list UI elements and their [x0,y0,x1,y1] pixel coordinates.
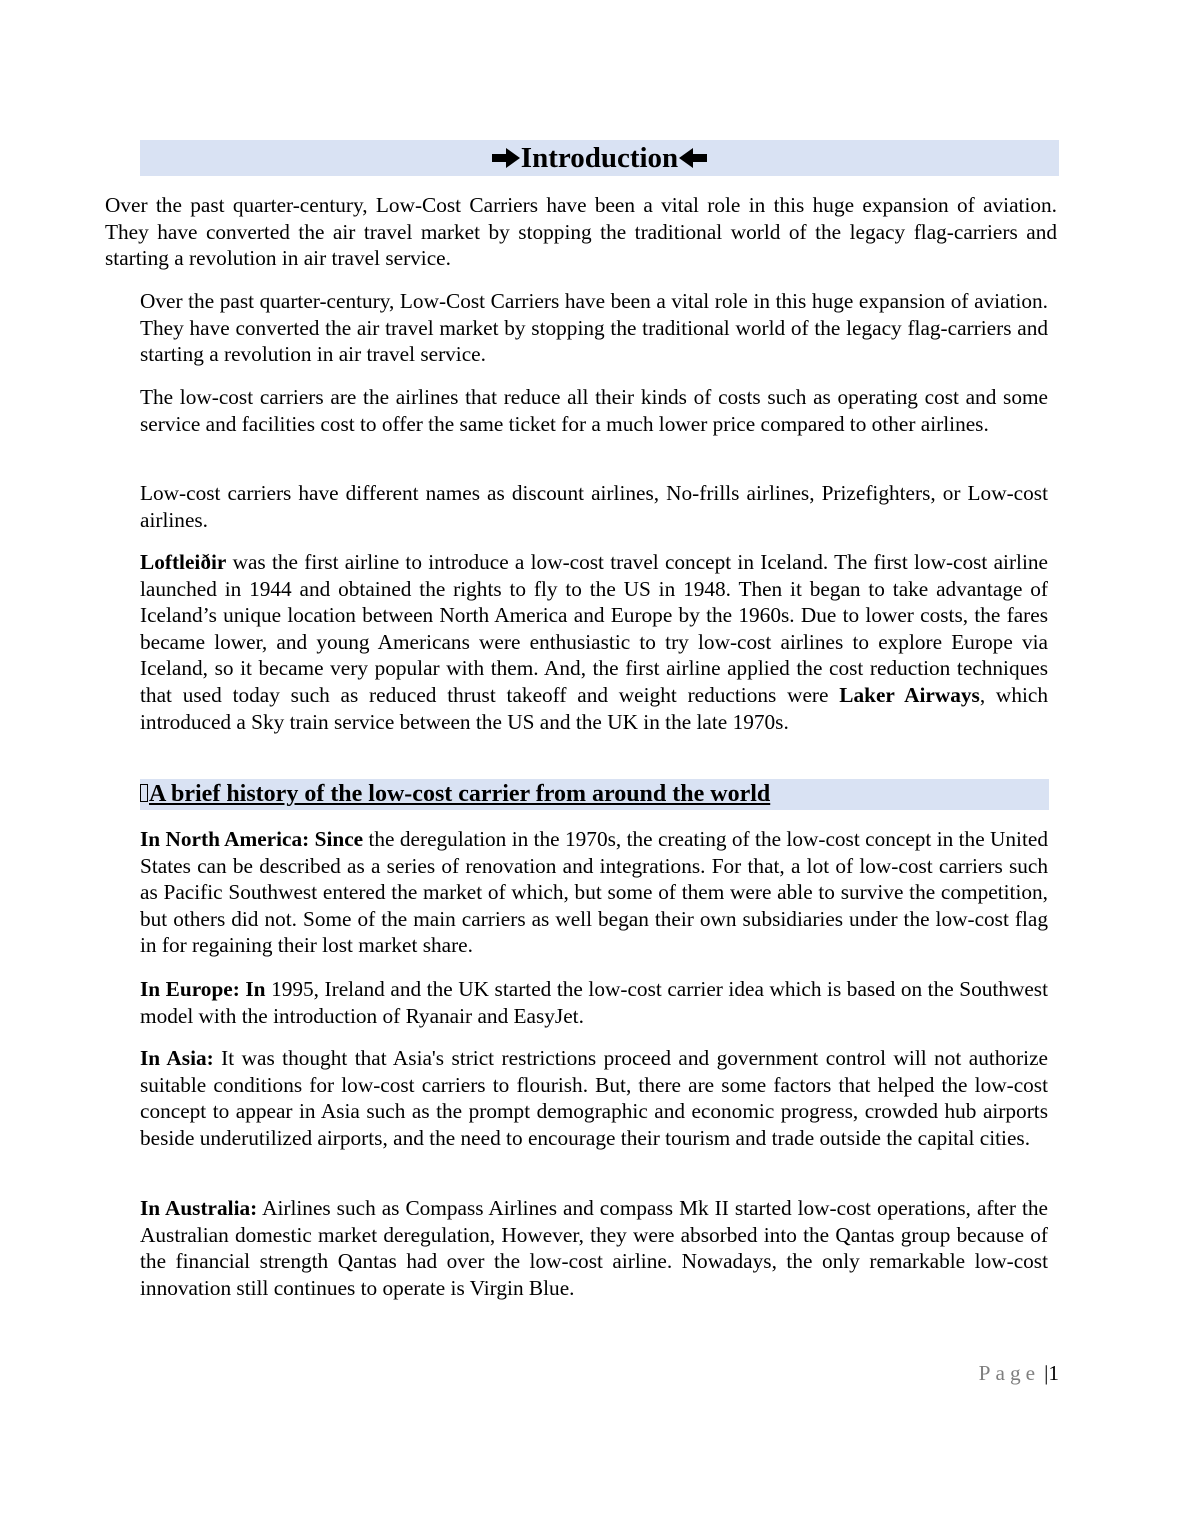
loftleidir-text: was the first airline to introduce a low-cost travel concept in Iceland. The first low-cost airline launched in 1944 and obtained the rights to fly to the US in 1948. Then it began to take advantage of Iceland’s unique location between North America and Europe by the 1960s. Due to lower costs, the fares became lower, and young Americans were enthusiastic to try low-cost airlines to explore Europe via Iceland, so it became very popular with them. And, the first airline applied the cost reduction techniques that used today such as reduced thrust takeoff and weight reductions were [140,550,1048,707]
text-asia: It was thought that Asia's strict restrictions proceed and government control will not authorize suitable conditions for low-cost carriers to flourish. But, there are some factors that helped the low-cost concept to appear in Asia such as the prompt demographic and economic progress, crowded hub airports beside underutilized airports, and the need to encourage their tourism and trade outside the capital cities. [140,1046,1048,1150]
paragraph-north-america [140,826,1048,959]
paragraph-asia [140,1045,1048,1151]
intro-paragraph: Over the past quarter-century, Low-Cost Carriers have been a vital role in this huge expansion of aviation. They have converted the air travel market by stopping the traditional world of the legacy flag-carriers and starting a revolution in air travel service. [105,193,1057,271]
text-europe: 1995, Ireland and the UK started the low-cost carrier idea which is based on the Southwest model with the introduction of Ryanair and EasyJet. [140,977,1048,1028]
paragraph-australia [140,1195,1048,1301]
footer-page-label: Page [978,1361,1041,1385]
label-europe: In Europe: In [140,977,266,1001]
paragraph-definition: The low-cost carriers are the airlines that reduce all their kinds of costs such as operating cost and some service and facilities cost to offer the same ticket for a much lower price compared to other airlines. [140,385,1048,436]
paragraph-names: Low-cost carriers have different names as discount airlines, No-frills airlines, Prizefighters, or Low-cost airlines. [140,481,1048,532]
section-heading [140,779,770,810]
label-australia: In Australia: [140,1196,258,1220]
paragraph-loftleidir [140,549,1048,735]
footer-page-number: 1 [1048,1361,1059,1385]
arrow-right-icon [491,140,521,169]
paragraph-overview: Over the past quarter-century, Low-Cost Carriers have been a vital role in this huge expansion of aviation. They have converted the air travel market by stopping the traditional world of the legacy flag-carriers and starting a revolution in air travel service. [140,289,1048,367]
section-heading-text: A brief history of the low-cost carrier from around the world [149,781,771,807]
arrow-left-icon [678,140,708,169]
text-australia: Airlines such as Compass Airlines and compass Mk II started low-cost operations, after the Australian domestic market deregulation, However, they were absorbed into the Qantas group because of the financial strength Qantas had over the low-cost airline. Nowadays, the only remarkable low-cost innovation still continues to operate is Virgin Blue. [140,1196,1049,1300]
label-north-america: In North America: Since [140,827,364,851]
bold-loftleidir: Loftleiðir [140,550,227,574]
page-title: Introduction [520,142,679,174]
missing-glyph-box-icon [140,784,148,802]
laker-text: , which introduced a Sky train service between the US and the UK in the late 1970s. [140,682,1048,734]
text-north-america: the deregulation in the 1970s, the creating of the low-cost concept in the United States can be described as a series of renovation and integrations. For that, a lot of low-cost carriers such as Pacific Southwest entered the market of which, but some of them were able to survive the competition, but others did not. Some of the main carriers as well began their own subsidiaries under the low-cost flag in for regaining their lost market share. [140,827,1048,958]
title-banner [140,140,1059,176]
paragraph-europe [140,976,1048,1029]
bold-laker-airways: Laker Airways [839,682,980,707]
footer-separator: | [1044,1361,1049,1385]
label-asia: In Asia: [140,1046,214,1070]
page-footer [979,1360,1059,1386]
